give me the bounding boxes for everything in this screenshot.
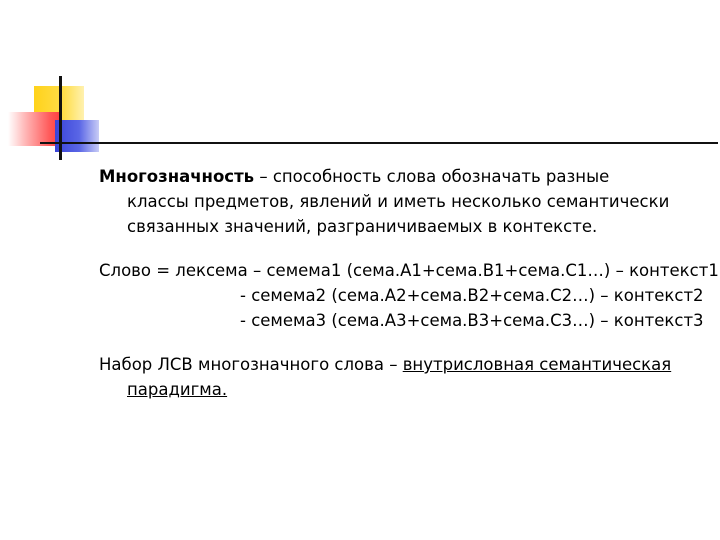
lsv-prefix: Набор ЛСВ многозначного слова –	[99, 355, 403, 374]
semema-formula	[99, 258, 719, 333]
formula-line-1: Слово = лексема – семема1 (сема.А1+сема.В1+сема.С1…) – контекст1	[99, 261, 719, 280]
lsv-underlined-term-part-2: парадигма.	[127, 380, 228, 399]
slide-body	[99, 164, 719, 402]
definition-line-2: классы предметов, явлений и иметь несколько семантически	[127, 192, 670, 211]
definition-text: – способность слова обозначать разные	[254, 167, 610, 186]
formula-line-3: - семема3 (сема.А3+сема.В3+сема.С3…) – контекст3	[240, 311, 704, 330]
logo-red-bar	[8, 112, 60, 146]
lsv-line-1	[99, 352, 709, 377]
definition-paragraph	[99, 164, 709, 239]
lsv-underlined-term-part-1: внутрисловная семантическая	[402, 355, 672, 374]
lsv-paragraph	[99, 352, 709, 402]
definition-line-3: связанных значений, разграничиваемых в контексте.	[127, 217, 598, 236]
formula-line-2: - семема2 (сема.А2+сема.В2+сема.С2…) – контекст2	[240, 286, 704, 305]
logo-vertical-rule	[59, 76, 62, 160]
definition-line-1	[99, 164, 709, 189]
definition-term: Многозначность	[99, 167, 255, 186]
title-divider-line	[40, 142, 718, 144]
